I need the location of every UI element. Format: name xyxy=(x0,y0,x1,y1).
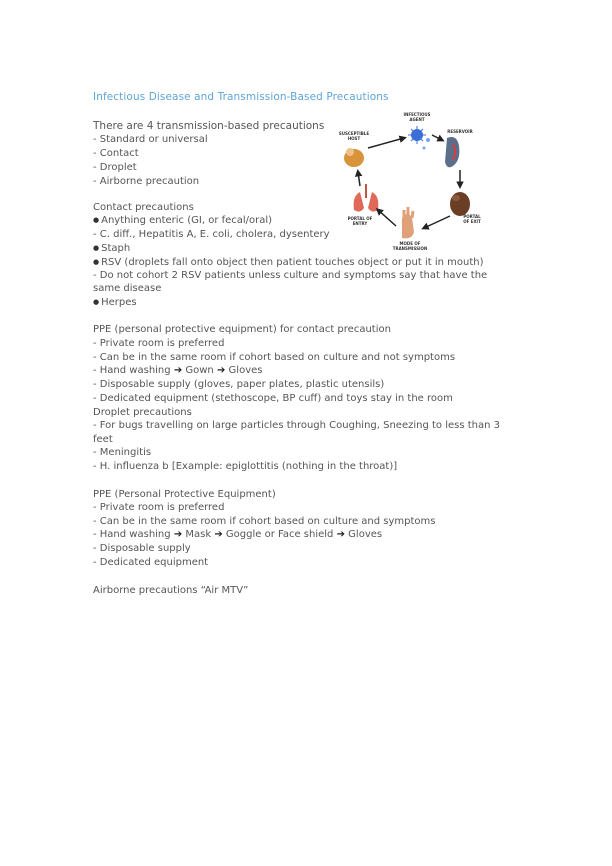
mode-label: MODE OF xyxy=(399,241,421,246)
airborne-heading: Airborne precautions “Air MTV” xyxy=(93,585,249,596)
hw-step: - Hand washing xyxy=(93,529,171,540)
contact-line: same disease xyxy=(93,283,162,294)
droplet-line: - Meningitis xyxy=(93,447,152,458)
ppe-contact-line: - Disposable supply (gloves, paper plates, plastic utensils) xyxy=(93,379,385,390)
droplet-line: - H. influenza b [Example: epiglottitis (nothing in the throat)] xyxy=(93,461,398,472)
chain-of-infection-diagram xyxy=(332,110,482,258)
hw-step: Gown xyxy=(185,365,214,376)
cycle-arrow xyxy=(378,210,396,226)
contact-heading: Contact precautions xyxy=(93,202,194,213)
ppe-contact-line: - Can be in the same room if cohort based on culture and not symptoms xyxy=(93,352,456,363)
lungs-icon xyxy=(354,184,379,212)
ppe-contact-line: - Dedicated equipment (stethoscope, BP cuff) and toys stay in the room xyxy=(93,393,453,404)
ppe-droplet-heading: PPE (Personal Protective Equipment) xyxy=(93,489,276,500)
contact-line: - C. diff., Hepatitis A, E. coli, cholera, dysentery xyxy=(93,229,330,240)
cycle-arrow xyxy=(358,172,360,186)
intro-item: - Contact xyxy=(93,148,139,159)
contact-line: ● RSV (droplets fall onto object then patient touches object or put it in mouth) xyxy=(93,257,484,269)
cycle-arrow xyxy=(432,135,442,140)
right-arrow-icon: ➔ xyxy=(214,529,223,540)
intro-item: - Airborne precaution xyxy=(93,176,200,187)
entry-label: PORTAL OF xyxy=(347,216,373,221)
droplet-line: feet xyxy=(93,434,113,445)
ppe-contact-heading: PPE (personal protective equipment) for contact precaution xyxy=(93,324,391,335)
ppe-droplet-line: - Disposable supply xyxy=(93,543,191,554)
intro-item: - Standard or universal xyxy=(93,134,208,145)
ppe-contact-handwashing xyxy=(93,365,262,377)
exit-label: OF EXIT xyxy=(463,219,481,224)
ppe-contact-line: - Private room is preferred xyxy=(93,338,225,349)
ppe-droplet-line: - Private room is preferred xyxy=(93,502,225,513)
agent-label: INFECTIOUS xyxy=(403,112,431,117)
host-icon xyxy=(344,148,364,167)
intro-item: - Droplet xyxy=(93,162,137,173)
reservoir-label: RESERVOIR xyxy=(447,129,473,134)
right-arrow-icon: ➔ xyxy=(216,365,226,376)
hw-step: Gloves xyxy=(348,529,383,540)
right-arrow-icon: ➔ xyxy=(336,529,345,540)
contact-line: ● Staph xyxy=(93,243,130,255)
exit-label: PORTAL xyxy=(463,214,481,219)
hand-icon xyxy=(402,207,414,238)
entry-label: ENTRY xyxy=(352,221,368,226)
right-arrow-icon: ➔ xyxy=(173,365,183,376)
hw-step: Gloves xyxy=(228,365,263,376)
portal-of-exit-icon xyxy=(450,192,470,216)
agent-label: AGENT xyxy=(409,117,425,122)
ppe-droplet-line: - Can be in the same room if cohort based on culture and symptoms xyxy=(93,516,436,527)
ppe-droplet-line: - Dedicated equipment xyxy=(93,557,209,568)
right-arrow-icon: ➔ xyxy=(173,529,183,540)
host-label: SUSCEPTIBLE xyxy=(338,131,370,136)
hw-step: Goggle or Face shield xyxy=(225,529,334,540)
hw-step: Mask xyxy=(185,529,212,540)
host-label: HOST xyxy=(347,136,361,141)
hw-step: - Hand washing xyxy=(93,365,171,376)
contact-line: - Do not cohort 2 RSV patients unless culture and symptoms say that have the xyxy=(93,270,488,281)
mode-label: TRANSMISSION xyxy=(392,246,428,251)
page-title: Infectious Disease and Transmission-Based Precautions xyxy=(93,91,389,103)
contact-line: ● Anything enteric (GI, or fecal/oral) xyxy=(93,215,272,227)
cycle-arrow xyxy=(368,138,404,148)
droplet-heading: Droplet precautions xyxy=(93,407,192,418)
reservoir-icon xyxy=(445,137,459,167)
cycle-arrow xyxy=(424,216,450,228)
ppe-droplet-handwashing xyxy=(93,529,382,541)
contact-line: ● Herpes xyxy=(93,297,137,309)
virus-icon xyxy=(408,126,430,150)
droplet-line: - For bugs travelling on large particles through Coughing, Sneezing to less than 3 xyxy=(93,420,501,431)
intro-heading: There are 4 transmission-based precautions xyxy=(93,120,325,132)
